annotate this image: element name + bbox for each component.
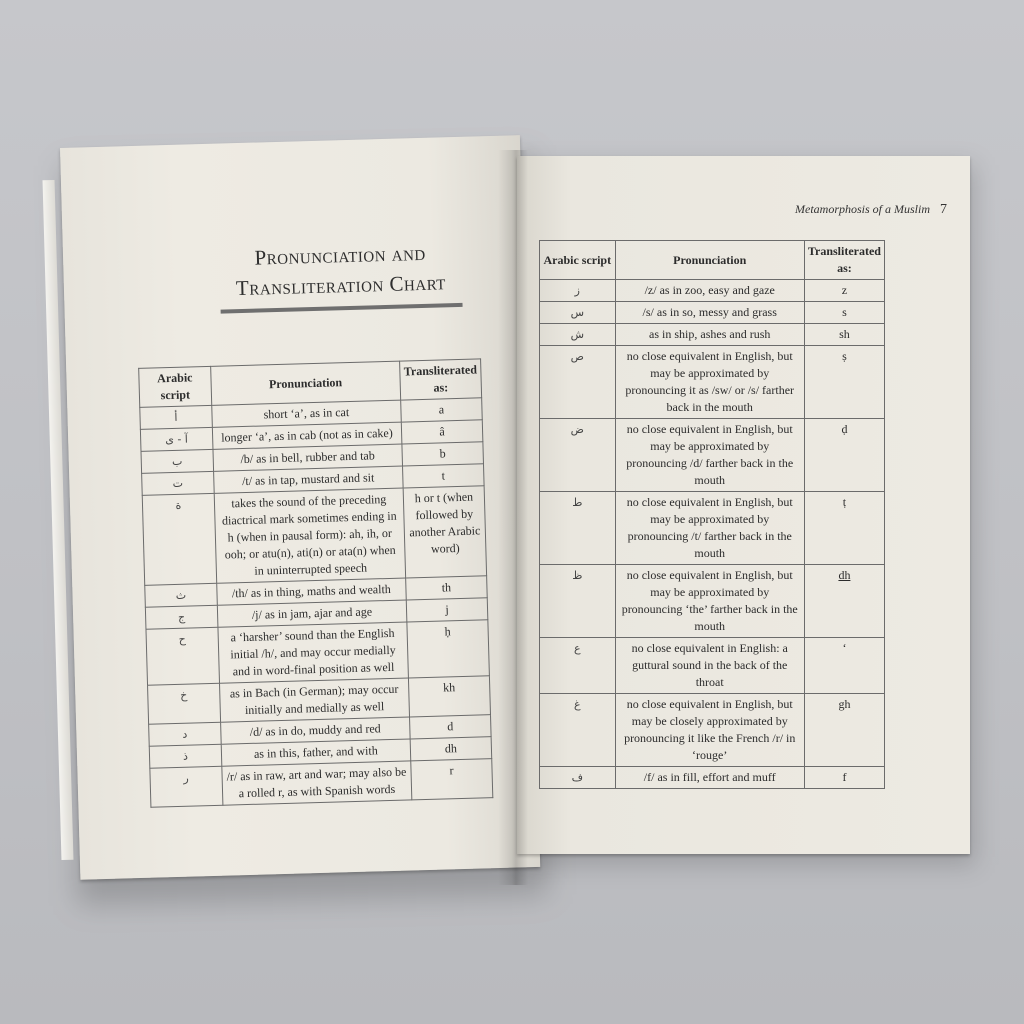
transliteration-cell: b (402, 442, 484, 466)
pronunciation-cell: /s/ as in so, messy and grass (615, 302, 804, 324)
table-row (540, 419, 885, 492)
arabic-letter: غ (540, 694, 616, 767)
arabic-letter: ث (145, 583, 217, 607)
arabic-letter: ف (540, 767, 616, 789)
pronunciation-cell: takes the sound of the preceding diactrical mark sometimes ending in h (when in pausal form): ah, ih, or ooh; or atu(n), ati(n) or ata(n) when in uninterrupted speech (214, 488, 406, 583)
header-arabic-script: Arabic script (540, 241, 616, 280)
title-underline (221, 303, 463, 314)
pronunciation-cell: a ‘harsher’ sound than the English initial /h/, and may occur medially and in word-final position as well (218, 622, 409, 683)
table-row (540, 565, 885, 638)
header-transliterated: Transliterated as: (804, 241, 884, 280)
header-arabic-script: Arabic script (139, 366, 212, 407)
table-row (540, 302, 885, 324)
transliteration-cell: â (401, 420, 483, 444)
left-page (60, 135, 540, 880)
pronunciation-cell: /z/ as in zoo, easy and gaze (615, 280, 804, 302)
pronunciation-cell: /f/ as in fill, effort and muff (615, 767, 804, 789)
running-head-title: Metamorphosis of a Muslim (795, 202, 930, 216)
arabic-letter: ج (145, 605, 217, 629)
arabic-letter: ح (146, 627, 219, 685)
transliteration-cell: z (804, 280, 884, 302)
table-row (540, 694, 885, 767)
pronunciation-cell: no close equivalent in English, but may be approximated by pronouncing it as /sw/ or /s/ farther back in the mouth (615, 346, 804, 419)
arabic-letter: ب (141, 449, 213, 473)
arabic-letter: د (149, 722, 221, 746)
chart-title (175, 236, 507, 315)
pronunciation-cell: no close equivalent in English, but may be approximated by pronouncing /d/ farther back in the mouth (615, 419, 804, 492)
table-row (540, 346, 885, 419)
pronunciation-cell: /d/ as in do, muddy and red (220, 717, 410, 744)
pronunciation-cell: /r/ as in raw, art and war; may also be a rolled r, as with Spanish words (222, 761, 412, 805)
transliteration-cell: ṣ (804, 346, 884, 419)
title-line-2: Transliteration Chart (235, 270, 447, 301)
arabic-letter: ط (540, 492, 616, 565)
pronunciation-cell: no close equivalent in English, but may be approximated by pronouncing /t/ farther back in the mouth (615, 492, 804, 565)
transliteration-cell: j (406, 598, 488, 622)
header-transliterated: Transliterated as: (400, 359, 482, 400)
transliteration-cell: th (406, 576, 488, 600)
arabic-letter: آ - ى (140, 427, 212, 451)
arabic-letter: ز (540, 280, 616, 302)
arabic-letter: ص (540, 346, 616, 419)
arabic-letter: ذ (149, 744, 221, 768)
pronunciation-cell: as in Bach (in German); may occur initially and medially as well (219, 678, 409, 722)
running-head (717, 202, 947, 218)
table-header-row (540, 241, 885, 280)
arabic-letter: ش (540, 324, 616, 346)
transliteration-cell: s (804, 302, 884, 324)
transliteration-cell: d (410, 715, 492, 739)
transliteration-cell: dh (410, 737, 492, 761)
arabic-letter: أ (140, 405, 212, 429)
table-row (540, 638, 885, 694)
transliteration-cell: ḥ (407, 620, 490, 678)
pronunciation-cell: /t/ as in tap, mustard and sit (213, 466, 403, 493)
transliteration-cell: sh (804, 324, 884, 346)
transliteration-cell: gh (804, 694, 884, 767)
header-pronunciation: Pronunciation (210, 361, 400, 405)
transliteration-cell: dh (804, 565, 884, 638)
arabic-letter: ر (150, 766, 223, 807)
arabic-letter: ت (142, 471, 214, 495)
left-transliteration-table (138, 358, 493, 807)
table-row (150, 759, 493, 808)
transliteration-cell: f (804, 767, 884, 789)
pronunciation-cell: no close equivalent in English: a guttural sound in the back of the throat (615, 638, 804, 694)
pronunciation-cell: as in ship, ashes and rush (615, 324, 804, 346)
arabic-letter: ظ (540, 565, 616, 638)
transliteration-cell: r (411, 759, 493, 800)
pronunciation-cell: no close equivalent in English, but may be closely approximated by pronouncing it like the French /r/ in ‘rouge’ (615, 694, 804, 767)
header-pronunciation: Pronunciation (615, 241, 804, 280)
right-transliteration-table (539, 240, 885, 789)
transliteration-cell: ‘ (804, 638, 884, 694)
title-line-1: Pronunciation and (254, 240, 427, 270)
pronunciation-cell: no close equivalent in English, but may be approximated by pronouncing ‘the’ farther back in the mouth (615, 565, 804, 638)
pronunciation-cell: /b/ as in bell, rubber and tab (213, 444, 403, 471)
arabic-letter: ع (540, 638, 616, 694)
pronunciation-cell: longer ‘a’, as in cab (not as in cake) (212, 422, 402, 449)
table-row (540, 767, 885, 789)
transliteration-cell: ḍ (804, 419, 884, 492)
transliteration-cell: t (402, 464, 484, 488)
right-page (517, 156, 970, 854)
table-row (146, 620, 489, 686)
transliteration-cell: a (401, 398, 483, 422)
pronunciation-cell: /j/ as in jam, ajar and age (217, 600, 407, 627)
table-row (540, 324, 885, 346)
arabic-letter: خ (148, 683, 221, 724)
page-number: 7 (940, 202, 947, 217)
table-row (540, 492, 885, 565)
book-gutter (498, 150, 528, 885)
table-row (142, 486, 486, 586)
transliteration-cell: h or t (when followed by another Arabic word) (403, 486, 486, 578)
arabic-letter: ض (540, 419, 616, 492)
pronunciation-cell: as in this, father, and with (221, 739, 411, 766)
arabic-letter: س (540, 302, 616, 324)
pronunciation-cell: short ‘a’, as in cat (212, 400, 402, 427)
transliteration-cell: kh (408, 676, 490, 717)
pronunciation-cell: /th/ as in thing, maths and wealth (216, 578, 406, 605)
arabic-letter: ة (142, 493, 216, 585)
transliteration-cell: ṭ (804, 492, 884, 565)
table-row (540, 280, 885, 302)
